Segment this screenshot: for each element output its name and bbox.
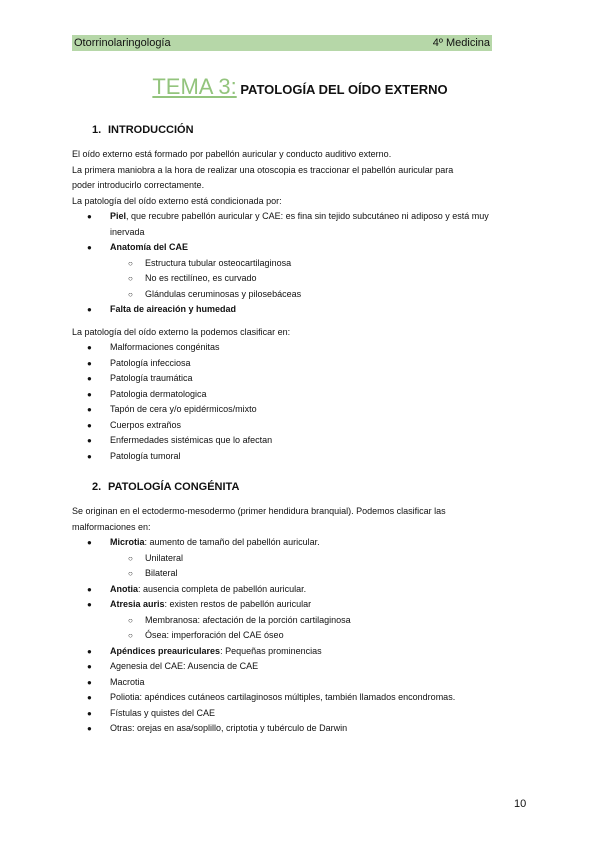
sub-list	[110, 256, 512, 303]
page-header	[72, 35, 492, 51]
paragraph: El oído externo está formado por pabellón auricular y conducto auditivo externo.	[72, 149, 392, 159]
list-item	[72, 240, 512, 302]
item-bold: Apéndices preauriculares	[110, 645, 221, 656]
item-bold: Anotia	[110, 583, 138, 594]
item-bold: Piel	[110, 211, 127, 221]
header-subject: Otorrinolaringología	[74, 37, 171, 49]
section-heading-patologia-congenita	[92, 481, 239, 493]
list-item: ● Patologia dermatologica	[72, 387, 512, 403]
item-bold: Microtia	[110, 537, 145, 547]
list-item: ● Patología traumática	[72, 371, 512, 387]
list-item	[72, 582, 512, 598]
item-bold: Falta de aireación y humedad	[110, 304, 237, 314]
malformations-list	[72, 535, 512, 737]
item-text: : ausencia completa de pabellón auricular.	[138, 583, 307, 594]
paragraph: La patología del oído externo está condicionada por:	[72, 195, 282, 206]
section-number: 1.	[92, 124, 102, 136]
paragraph: Se originan en el ectodermo-mesodermo (primer hendidura branquial). Podemos clasificar las	[72, 506, 446, 516]
list-item	[72, 644, 512, 660]
paragraph: malformaciones en:	[72, 521, 151, 532]
page-title	[0, 74, 600, 100]
section-number: 2.	[92, 481, 102, 493]
paragraph: La primera maniobra a la hora de realizar una otoscopia es traccionar el pabellón auricular para	[72, 164, 454, 175]
paragraph: La patología del oído externo la podemos clasificar en:	[72, 327, 291, 337]
sub-list-item: ○ Ósea: imperforación del CAE óseo	[110, 628, 512, 644]
sub-list-item: ○ Glándulas ceruminosas y pilosebáceas	[110, 287, 512, 303]
list-item: ● Agenesia del CAE: Ausencia de CAE	[72, 659, 512, 675]
sub-list	[110, 551, 512, 582]
list-item	[72, 597, 512, 644]
item-text: , que recubre pabellón auricular y CAE: es fina sin tejido subcutáneo ni adiposo y está muy inervada	[110, 211, 489, 237]
list-item: ● Macrotia	[72, 675, 512, 691]
list-item: ● Cuerpos extraños	[72, 418, 512, 434]
list-item: ● Fístulas y quistes del CAE	[72, 706, 512, 722]
list-item	[72, 302, 512, 318]
section-title: PATOLOGÍA CONGÉNITA	[108, 481, 240, 493]
list-item: ● Poliotia: apéndices cutáneos cartilaginosos múltiples, también llamados encondromas.	[72, 690, 512, 706]
header-course: 4º Medicina	[432, 37, 490, 49]
sub-list-item: ○ Unilateral	[110, 551, 512, 567]
classification-list	[72, 340, 512, 464]
title-text: PATOLOGÍA DEL OÍDO EXTERNO	[236, 82, 448, 97]
list-item	[72, 209, 512, 240]
item-text: : Pequeñas prominencias	[220, 645, 322, 656]
sub-list-item: ○ Bilateral	[110, 566, 512, 582]
list-item: ● Enfermedades sistémicas que lo afectan	[72, 433, 512, 449]
sub-list-item: ○ Estructura tubular osteocartilaginosa	[110, 256, 512, 272]
item-bold: Anatomía del CAE	[110, 242, 189, 252]
item-bold: Atresia auris	[110, 599, 165, 609]
title-tema: TEMA 3:	[152, 74, 237, 99]
list-item	[72, 535, 512, 582]
sub-list-item: ○ Membranosa: afectación de la porción cartilaginosa	[110, 613, 512, 629]
list-item: ● Patología infecciosa	[72, 356, 512, 372]
conditioning-factors-list	[72, 209, 512, 318]
section-heading-introduccion	[92, 124, 194, 136]
list-item: ● Tapón de cera y/o epidérmicos/mixto	[72, 402, 512, 418]
list-item: ● Patología tumoral	[72, 449, 512, 465]
section-title: INTRODUCCIÓN	[108, 124, 194, 136]
item-text: : existen restos de pabellón auricular	[164, 599, 312, 609]
list-item: ● Otras: orejas en asa/soplillo, criptotia y tubérculo de Darwin	[72, 721, 512, 737]
page-number: 10	[514, 798, 527, 810]
sub-list-item: ○ No es rectilíneo, es curvado	[110, 271, 512, 287]
paragraph: poder introducirlo correctamente.	[72, 180, 205, 190]
list-item: ● Malformaciones congénitas	[72, 340, 512, 356]
item-text: : aumento de tamaño del pabellón auricular.	[144, 537, 320, 547]
sub-list	[110, 613, 512, 644]
